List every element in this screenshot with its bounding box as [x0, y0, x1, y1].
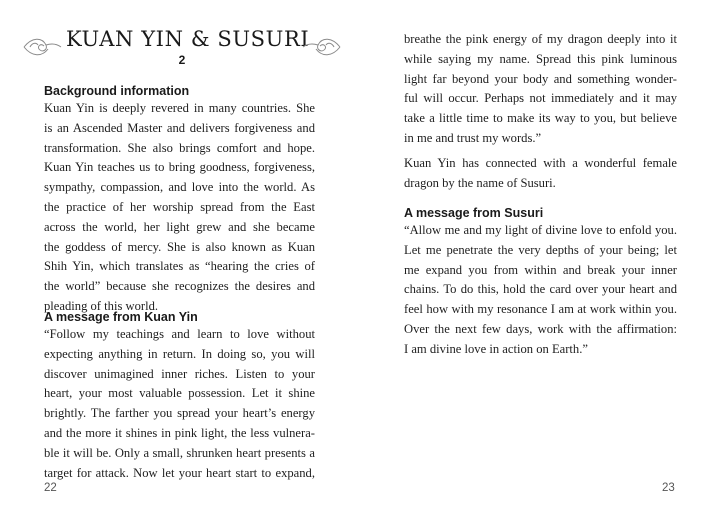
text-line: Let me penetrate the very depths of your being; let: [404, 242, 677, 257]
text-line: across the world, her light grew and she became: [44, 219, 315, 234]
text-line: and the more it shines in pink light, the less vulnera-: [44, 425, 315, 440]
susuri-message-paragraph: [404, 221, 677, 360]
chapter-number: 2: [178, 53, 186, 67]
text-line: the practice of her worship spread from the East: [44, 199, 315, 214]
text-line: light far beyond your body and something wonder-: [404, 71, 677, 86]
text-line: feel how with my resonance I am at work within you.: [404, 302, 677, 317]
text-line: heart, your most valuable possession. Let it shine: [44, 386, 315, 401]
section-heading-susuri-message: A message from Susuri: [404, 206, 544, 220]
background-paragraph: [44, 99, 315, 317]
chapter-header: [22, 27, 342, 71]
text-line: me expand you from within and break your inner: [404, 262, 677, 277]
text-line: Kuan Yin teaches us to bring goodness, forgiveness,: [44, 160, 315, 175]
text-line: Over the next few days, work with the affirmation:: [404, 321, 677, 336]
text-line: Kuan Yin is deeply revered in many countries. She: [44, 101, 315, 115]
text-line: I am divine love in action on Earth.”: [404, 341, 588, 356]
section-heading-background: Background information: [44, 84, 190, 98]
text-line: expecting anything in return. In doing so, you will: [44, 346, 315, 361]
text-line: “Follow my teachings and learn to love without: [44, 327, 315, 341]
text-line: ble it will be. Only a small, shrunken heart presents a: [44, 445, 315, 460]
susuri-intro-paragraph: [404, 154, 677, 194]
text-line: discover unimagined inner riches. Listen to your: [44, 366, 315, 381]
text-line: brightly. The farther you spread your heart’s energy: [44, 406, 315, 421]
text-line: the goddess of mercy. She is also known as Kuan: [44, 239, 315, 254]
page-number-left: 22: [44, 482, 57, 494]
page-number-right: 23: [662, 482, 675, 494]
text-line: ful will occur. Perhaps not immediately and it may: [404, 91, 677, 106]
text-line: while saying my name. Spread this pink luminous: [404, 51, 677, 66]
kuan-yin-message-paragraph: [44, 325, 315, 483]
right-page: [360, 0, 720, 514]
text-line: transformation. She also brings comfort and hope.: [44, 140, 315, 155]
text-line: pleading of this world.: [44, 298, 159, 313]
text-line: take a little time to make its way to you, but believe: [404, 111, 677, 126]
text-line: target for attack. Now let your heart start to expand,: [44, 465, 315, 480]
text-line: in me and trust my words.”: [404, 130, 542, 145]
text-line: Shih Yin, which translates as “hearing the cries of: [44, 259, 315, 274]
section-heading-kuan-yin-message: A message from Kuan Yin: [44, 310, 198, 324]
text-line: “Allow me and my light of divine love to enfold you.: [404, 223, 677, 237]
text-line: chains. To do this, hold the card over your heart and: [404, 282, 677, 297]
left-flourish-ornament: [22, 33, 62, 61]
text-line: is an Ascended Master and delivers forgiveness and: [44, 120, 315, 135]
chapter-title: KUAN YIN & SUSURI: [66, 27, 310, 51]
continued-message-paragraph: [404, 30, 677, 149]
text-line: the world” because she recognizes the desires and: [44, 279, 315, 294]
text-line: breathe the pink energy of my dragon deeply into it: [404, 32, 677, 46]
text-line: dragon by the name of Susuri.: [404, 175, 556, 190]
right-flourish-ornament: [302, 33, 342, 61]
text-line: sympathy, compassion, and love into the world. As: [44, 180, 315, 195]
text-line: Kuan Yin has connected with a wonderful female: [404, 156, 677, 170]
